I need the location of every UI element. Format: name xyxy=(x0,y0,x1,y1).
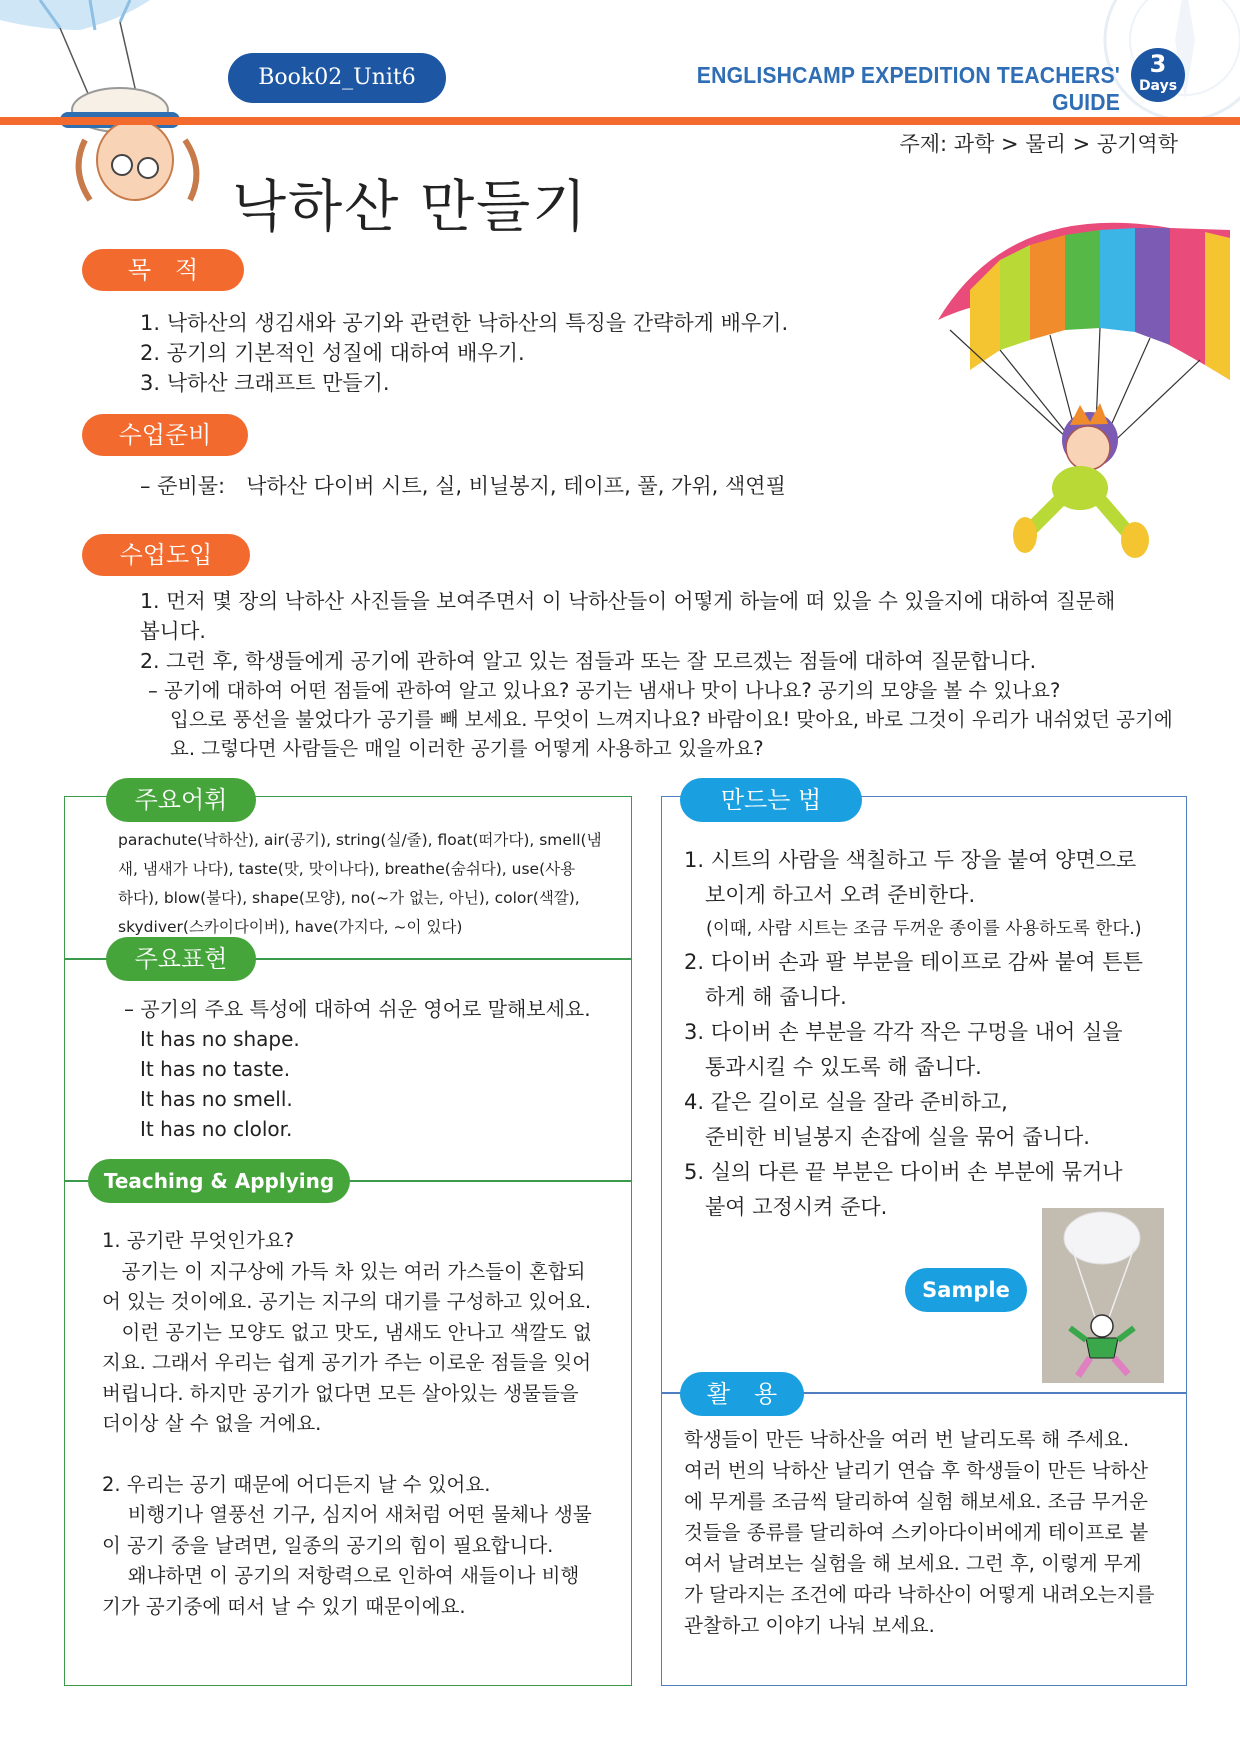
purpose-item-1: 1. 낙하산의 생김새와 공기와 관련한 낙하산의 특징을 간략하게 배우기. xyxy=(140,311,789,335)
application-heading: 활 용 xyxy=(680,1372,804,1416)
introduction-heading: 수업도입 xyxy=(82,534,250,576)
sample-label: Sample xyxy=(905,1268,1027,1312)
teaching-answer-1-line-4: 지요. 그래서 우리는 쉽게 공기가 주는 이로운 점들을 잊어 xyxy=(102,1351,592,1374)
purpose-heading: 목 적 xyxy=(82,249,244,291)
application-line-5: 여서 날려보는 실험을 해 보세요. 그런 후, 이렇게 무게 xyxy=(684,1552,1142,1575)
purpose-list xyxy=(140,308,900,398)
application-line-7: 관찰하고 이야기 나눠 보세요. xyxy=(684,1614,935,1637)
teaching-answer-2-line-2: 이 공기 중을 날려면, 일종의 공기의 힘이 필요합니다. xyxy=(102,1533,554,1557)
teaching-question-2: 2. 우리는 공기 때문에 어디든지 날 수 있어요. xyxy=(102,1472,491,1496)
days-label: Days xyxy=(1138,78,1178,94)
expression-4: It has no clolor. xyxy=(140,1117,293,1141)
howto-step-2-line-1: 2. 다이버 손과 팔 부분을 테이프로 감싸 붙여 튼튼 xyxy=(684,950,1143,974)
teaching-question-1: 1. 공기란 무엇인가요? xyxy=(102,1229,295,1252)
vocabulary-line-4: skydiver(스카이다이버), have(가지다, ~이 있다) xyxy=(118,918,463,936)
howto-step-3-line-1: 3. 다이버 손 부분을 각각 작은 구멍을 내어 실을 xyxy=(684,1020,1123,1044)
expressions-list xyxy=(124,994,624,1144)
teaching-answer-1-line-3: 이런 공기는 모양도 없고 맛도, 냄새도 안나고 색깔도 없 xyxy=(102,1320,592,1344)
intro-item-1-line-2: 봅니다. xyxy=(140,619,206,643)
teaching-answer-2-line-1: 비행기나 열풍선 기구, 심지어 새처럼 어떤 물체나 생물 xyxy=(102,1503,592,1526)
sample-parachute-photo xyxy=(1042,1208,1164,1383)
expression-1: It has no shape. xyxy=(140,1027,300,1051)
teaching-answer-1-line-5: 버립니다. 하지만 공기가 없다면 모든 살아있는 생물들을 xyxy=(102,1381,579,1405)
purpose-item-3: 3. 낙하산 크래프트 만들기. xyxy=(140,371,390,395)
application-text xyxy=(684,1424,1184,1641)
howto-step-4-line-2: 준비한 비닐봉지 손잡에 실을 묶어 줍니다. xyxy=(684,1125,1090,1149)
howto-note: (이때, 사람 시트는 조금 두꺼운 종이를 사용하도록 한다.) xyxy=(706,919,1142,939)
teaching-answer-1-line-2: 어 있는 것이에요. 공기는 지구의 대기를 구성하고 있어요. xyxy=(102,1290,592,1313)
intro-sub-line-3: 요. 그렇다면 사람들은 매일 이러한 공기를 어떻게 사용하고 있을까요? xyxy=(170,737,764,760)
application-line-6: 가 달라지는 조건에 따라 낙하산이 어떻게 내려오는지를 xyxy=(684,1583,1155,1606)
howto-step-3-line-2: 통과시킬 수 있도록 해 줍니다. xyxy=(684,1055,982,1079)
preparation-text: – 준비물: 낙하산 다이버 시트, 실, 비닐봉지, 테이프, 풀, 가위, 색연필 xyxy=(140,474,786,498)
intro-sub-line-2: 입으로 풍선을 불었다가 공기를 빼 보세요. 무엇이 느껴지나요? 바람이요! 맞아요, 바로 그것이 우리가 내쉬었던 공기에 xyxy=(170,708,1173,731)
preparation-heading: 수업준비 xyxy=(82,414,248,456)
intro-sub-line-1: – 공기에 대하여 어떤 점들에 관하여 알고 있나요? 공기는 냄새나 맛이 나나요? 공기의 모양을 볼 수 있나요? xyxy=(148,679,1061,702)
days-badge xyxy=(1131,48,1185,102)
intro-item-1-line-1: 1. 먼저 몇 장의 낙하산 사진들을 보여주면서 이 낙하산들이 어떻게 하늘에 떠 있을 수 있을지에 대하여 질문해 xyxy=(140,589,1116,613)
howto-step-1-line-1: 1. 시트의 사람을 색칠하고 두 장을 붙여 양면으로 xyxy=(684,848,1137,872)
page-title: 낙하산 만들기 xyxy=(232,175,589,240)
howto-steps xyxy=(684,843,1184,1225)
skydiver-illustration xyxy=(930,210,1240,570)
application-line-1: 학생들이 만든 낙하산을 여러 번 날리도록 해 주세요. xyxy=(684,1428,1130,1451)
intro-item-2: 2. 그런 후, 학생들에게 공기에 관하여 알고 있는 점들과 또는 잘 모르겠는 점들에 대하여 질문합니다. xyxy=(140,649,1037,673)
parachute-mascot-illustration xyxy=(0,0,240,230)
guide-title: ENGLISHCAMP EXPEDITION TEACHERS' GUIDE xyxy=(696,62,1120,115)
application-line-3: 에 무게를 조금씩 달리하여 실험 해보세요. 조금 무거운 xyxy=(684,1490,1149,1513)
teaching-answer-1-line-6: 더이상 살 수 없을 거에요. xyxy=(102,1412,322,1435)
subject-breadcrumb: 주제: 과학 > 물리 > 공기역학 xyxy=(899,132,1178,156)
introduction-text xyxy=(140,586,1190,763)
vocabulary-line-1: parachute(낙하산), air(공기), string(실/줄), float(떠가다), smell(냄 xyxy=(118,831,602,849)
howto-step-5-line-2: 붙여 고정시켜 준다. xyxy=(684,1195,888,1219)
howto-step-4-line-1: 4. 같은 길이로 실을 잘라 준비하고, xyxy=(684,1090,1008,1114)
purpose-item-2: 2. 공기의 기본적인 성질에 대하여 배우기. xyxy=(140,341,525,365)
vocabulary-line-2: 새, 냄새가 나다), taste(맛, 맛이나다), breathe(숨쉬다), use(사용 xyxy=(118,860,576,878)
expressions-heading: 주요표현 xyxy=(106,937,256,981)
vocabulary-line-3: 하다), blow(불다), shape(모양), no(~가 없는, 아닌), color(색깔), xyxy=(118,889,580,907)
application-line-2: 여러 번의 낙하산 날리기 연습 후 학생들이 만든 낙하산 xyxy=(684,1459,1149,1482)
days-number: 3 xyxy=(1149,50,1167,78)
expression-3: It has no smell. xyxy=(140,1087,293,1111)
howto-step-1-line-2: 보이게 하고서 오려 준비한다. xyxy=(684,883,976,907)
vocabulary-list xyxy=(118,826,618,942)
expression-2: It has no taste. xyxy=(140,1057,291,1081)
teaching-heading: Teaching & Applying xyxy=(88,1159,350,1203)
header-divider xyxy=(0,117,1240,125)
teaching-answer-2-line-3: 왜냐하면 이 공기의 저항력으로 인하여 새들이나 비행 xyxy=(102,1564,580,1587)
howto-heading: 만드는 법 xyxy=(680,778,862,822)
unit-label: Book02_Unit6 xyxy=(228,53,446,103)
howto-step-5-line-1: 5. 실의 다른 끝 부분은 다이버 손 부분에 묶거나 xyxy=(684,1160,1123,1184)
teaching-answer-1-line-1: 공기는 이 지구상에 가득 차 있는 여러 가스들이 혼합되 xyxy=(102,1259,586,1283)
expressions-intro: – 공기의 주요 특성에 대하여 쉬운 영어로 말해보세요. xyxy=(124,997,591,1021)
teaching-text xyxy=(102,1226,622,1622)
howto-step-2-line-2: 하게 해 줍니다. xyxy=(684,985,847,1009)
teaching-answer-2-line-4: 기가 공기중에 떠서 날 수 있기 때문이에요. xyxy=(102,1594,466,1618)
application-line-4: 것들을 종류를 달리하여 스키아다이버에게 테이프로 붙 xyxy=(684,1521,1149,1544)
vocabulary-heading: 주요어휘 xyxy=(106,778,256,822)
